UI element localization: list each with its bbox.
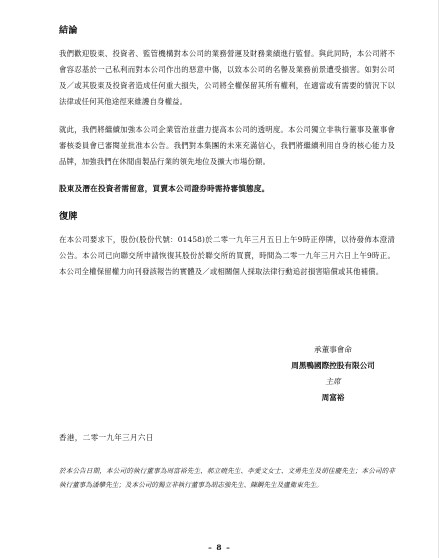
conclusion-heading: 結論 [59,26,78,36]
directors-footnote: 於本公告日期，本公司的執行董事為周富裕先生、郝立曉先生、李愛文女士、文勇先生及胡佳慶先生；本公司的非執行董事為潘攀先生；及本公司的獨立非執行董事為胡志強先生、陳鋼先生及盧衛東先生。 [59,467,395,489]
page-number: – 8 – [208,543,231,552]
on-behalf-of-board: 承董事會命 [314,345,352,354]
conclusion-paragraph-2: 就此，我們將繼續加強本公司企業管治並盡力提高本公司的透明度。本公司獨立非執行董事及董事會審核委員會已審閱並批准本公告。我們對本集團的未來充滿信心，我們將繼續利用自身的核心能力及品牌，加強我們在休閒鹵製品行業的領先地位及擴大市場份額。 [59,125,395,166]
signatory-title: 主席 [325,377,341,386]
main-content [59,24,395,280]
conclusion-paragraph-1: 我們歡迎股東、投資者、監管機構對本公司的業務營運及財務業績進行監督。與此同時，本公司將不會容忍基於一己私利而對本公司作出的惡意中傷，以致本公司的名譽及業務前景遭受損害。如對公司及／或其股東及投資者造成任何重大損失，公司將全權保留其所有權利，在適當或有需要的情況下以法律或任何其他途徑來維護自身權益。 [59,49,395,106]
company-name: 周黑鴨國際控股有限公司 [291,361,375,370]
resumption-heading: 復牌 [59,212,78,222]
signatory-name: 周富裕 [321,393,345,402]
announcement-date: 香港，二零一九年三月六日 [59,433,154,442]
resumption-paragraph: 在本公司要求下，股份(股份代號：01458)於二零一九年三月五日上午9時正停牌，以待發佈本澄清公告。本公司已向聯交所申請恢復其股份於聯交所的買賣，時間為二零一九年三月六日上午9時正。本公司全權保留權力向刊發該報告的實體及／或相關個人採取法律行動追討損害賠償或其他補償。 [59,235,395,276]
caution-statement: 股東及潛在投資者需留意，買賣本公司證券時需持審慎態度。 [59,184,270,193]
signature-block [268,342,398,406]
